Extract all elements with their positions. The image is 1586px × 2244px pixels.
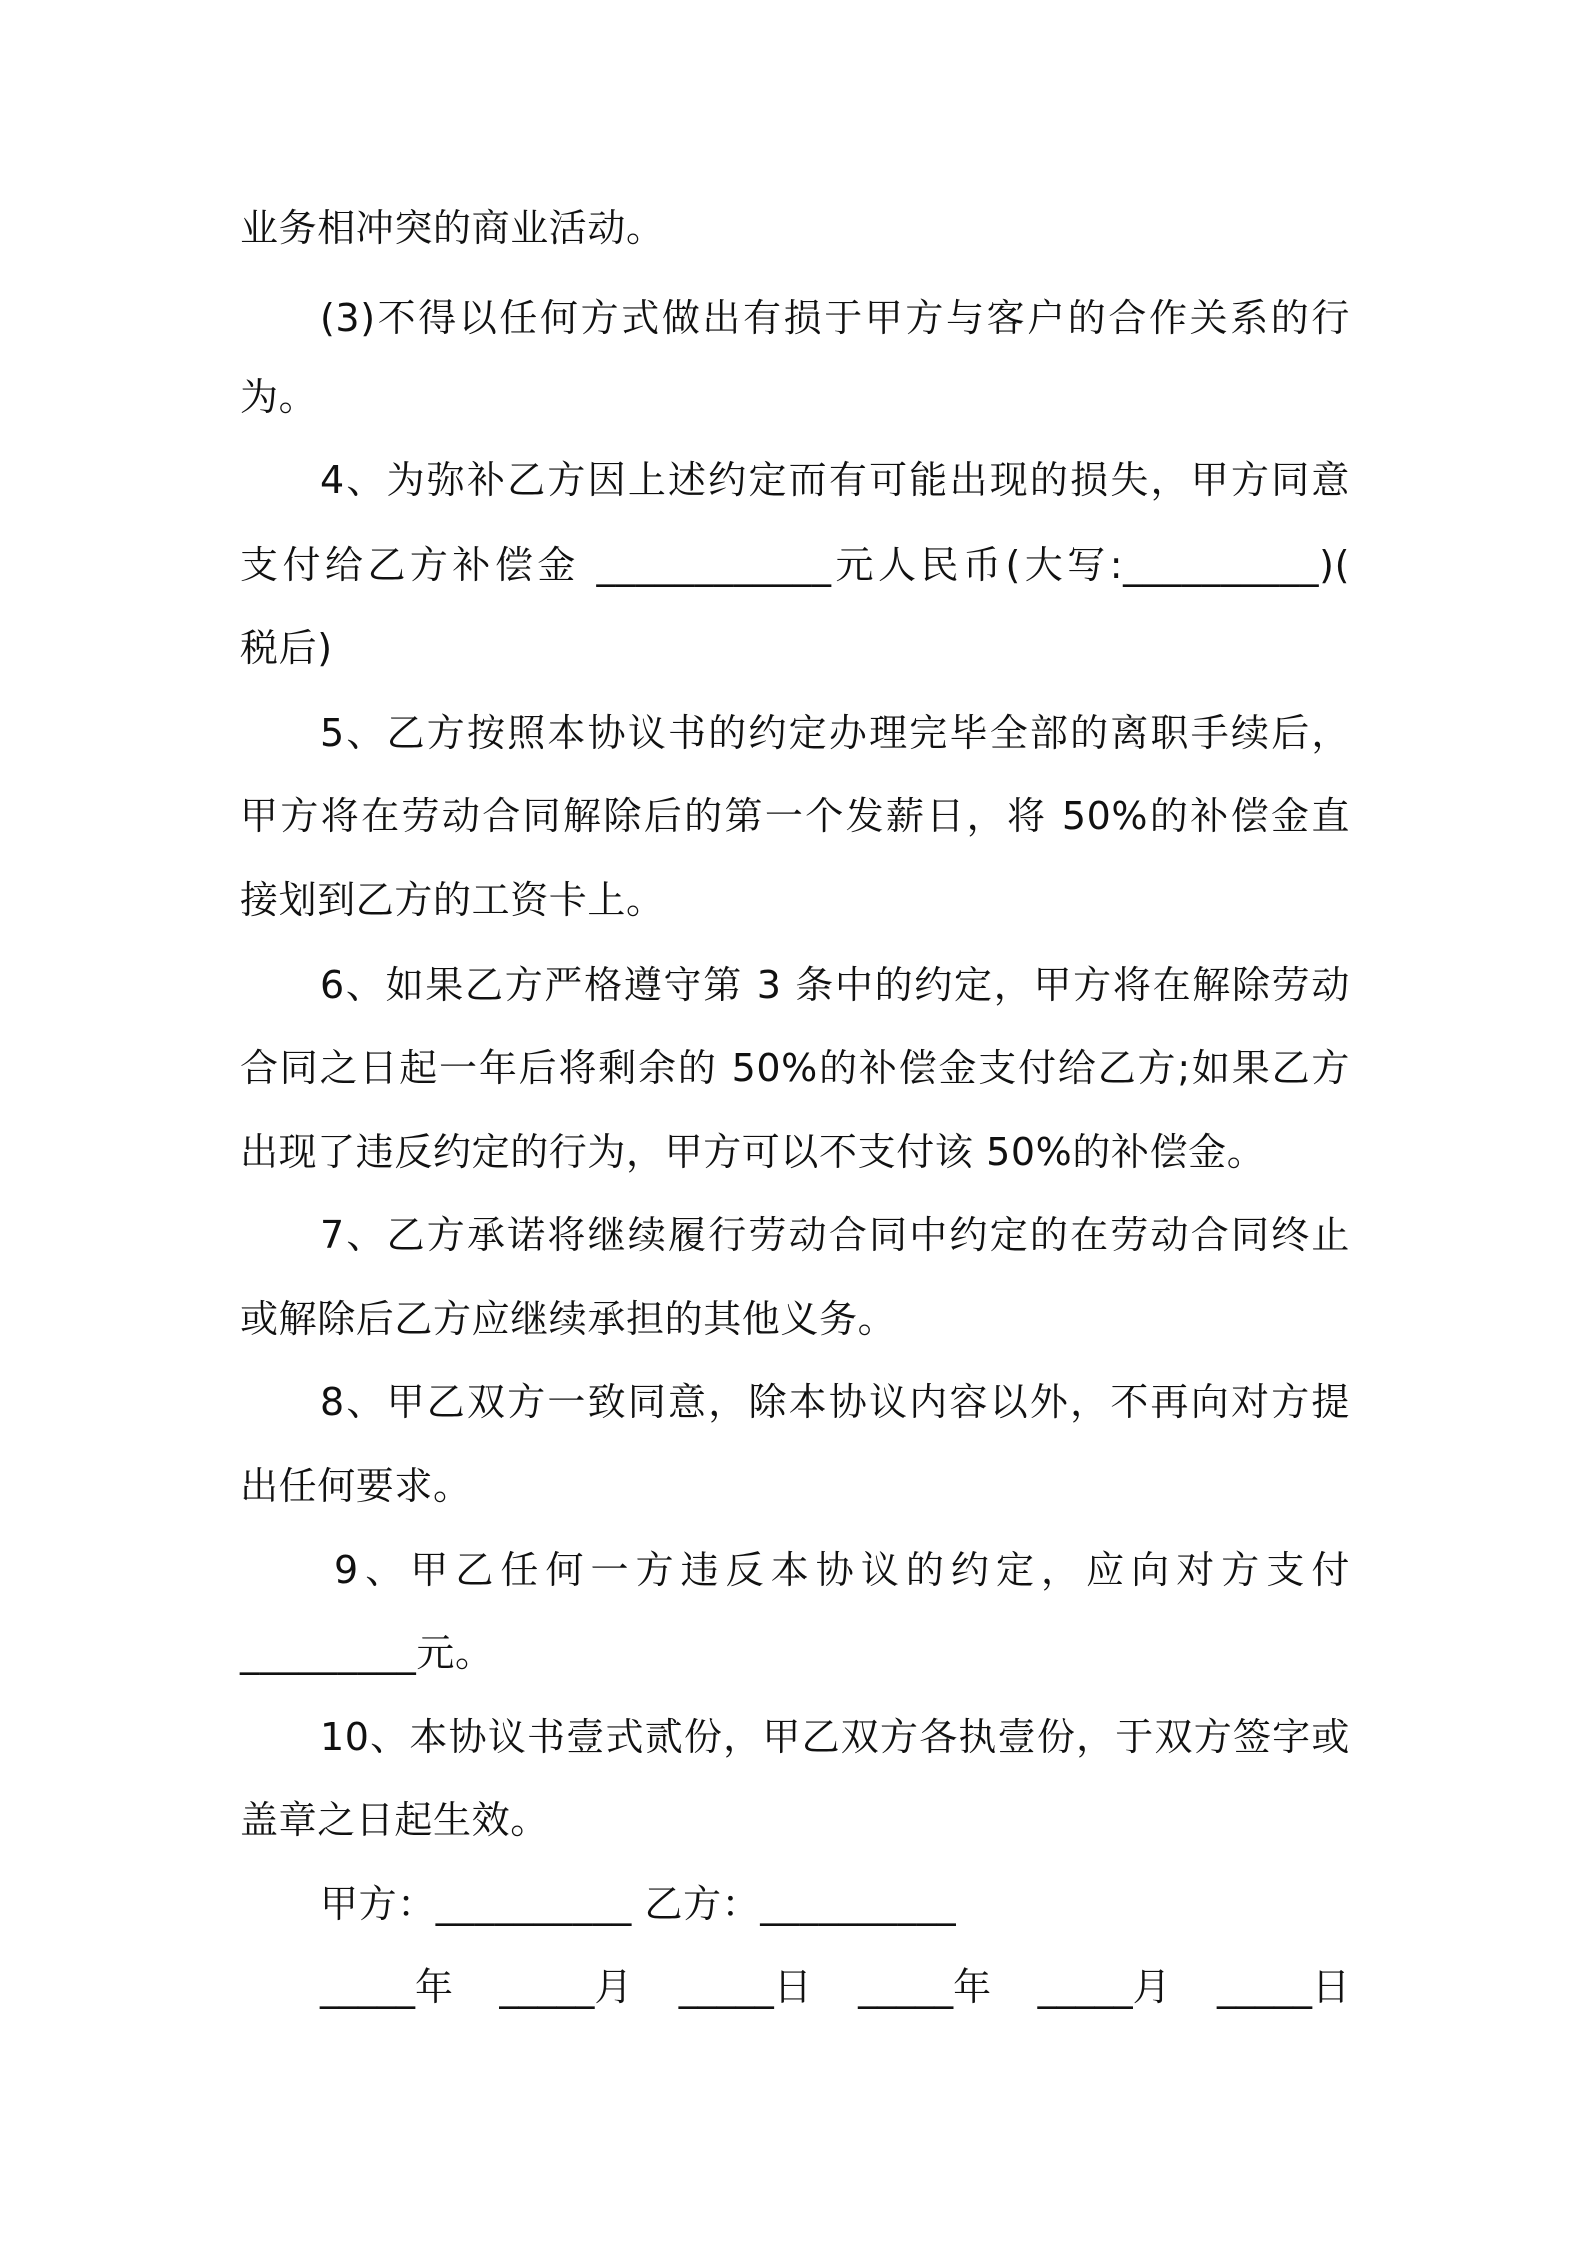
clause-3-3-line-1: (3)不得以任何方式做出有损于甲方与客户的合作关系的行 <box>320 296 1350 340</box>
clause-6-line-1: 6、如果乙方严格遵守第 3 条中的约定，甲方将在解除劳动 <box>320 963 1350 1007</box>
party-b-year: _____年 <box>858 1965 992 2009</box>
party-b-month: _____月 <box>1037 1965 1171 2009</box>
clause-8-line-2: 出任何要求。 <box>240 1464 472 1508</box>
clause-5-line-2: 甲方将在劳动合同解除后的第一个发薪日，将 50%的补偿金直 <box>240 794 1350 838</box>
party-a-year: _____年 <box>320 1965 454 2009</box>
clause-9-line-2: _________元。 <box>240 1631 494 1675</box>
clause-6-line-3: 出现了违反约定的行为，甲方可以不支付该 50%的补偿金。 <box>240 1130 1266 1174</box>
clause-4-line-2: 支付给乙方补偿金 ____________元人民币(大写:__________)( <box>240 543 1350 587</box>
clause-7-line-2: 或解除后乙方应继续承担的其他义务。 <box>240 1297 897 1341</box>
clause-4-line-1: 4、为弥补乙方因上述约定而有可能出现的损失，甲方同意 <box>320 458 1350 502</box>
clause-7-line-1: 7、乙方承诺将继续履行劳动合同中约定的在劳动合同终止 <box>320 1213 1350 1257</box>
clause-5-line-1: 5、乙方按照本协议书的约定办理完毕全部的离职手续后， <box>320 711 1350 755</box>
text-line-1: 业务相冲突的商业活动。 <box>240 206 665 250</box>
party-a-month: _____月 <box>499 1965 633 2009</box>
clause-9-line-1: 9、甲乙任何一方违反本协议的约定，应向对方支付 <box>334 1548 1350 1592</box>
clause-8-line-1: 8、甲乙双方一致同意，除本协议内容以外，不再向对方提 <box>320 1380 1350 1424</box>
clause-10-line-2: 盖章之日起生效。 <box>240 1798 549 1842</box>
clause-6-line-2: 合同之日起一年后将剩余的 50%的补偿金支付给乙方;如果乙方 <box>240 1046 1350 1090</box>
party-b-day: _____日 <box>1216 1965 1350 2009</box>
party-a-day: _____日 <box>678 1965 812 2009</box>
signature-line: 甲方：__________ 乙方：__________ <box>320 1882 957 1926</box>
date-row <box>320 1957 1350 2017</box>
clause-4-line-3: 税后) <box>240 626 333 670</box>
clause-3-3-line-2: 为。 <box>240 375 318 419</box>
clause-10-line-1: 10、本协议书壹式贰份，甲乙双方各执壹份，于双方签字或 <box>320 1715 1350 1759</box>
clause-5-line-3: 接划到乙方的工资卡上。 <box>240 878 665 922</box>
